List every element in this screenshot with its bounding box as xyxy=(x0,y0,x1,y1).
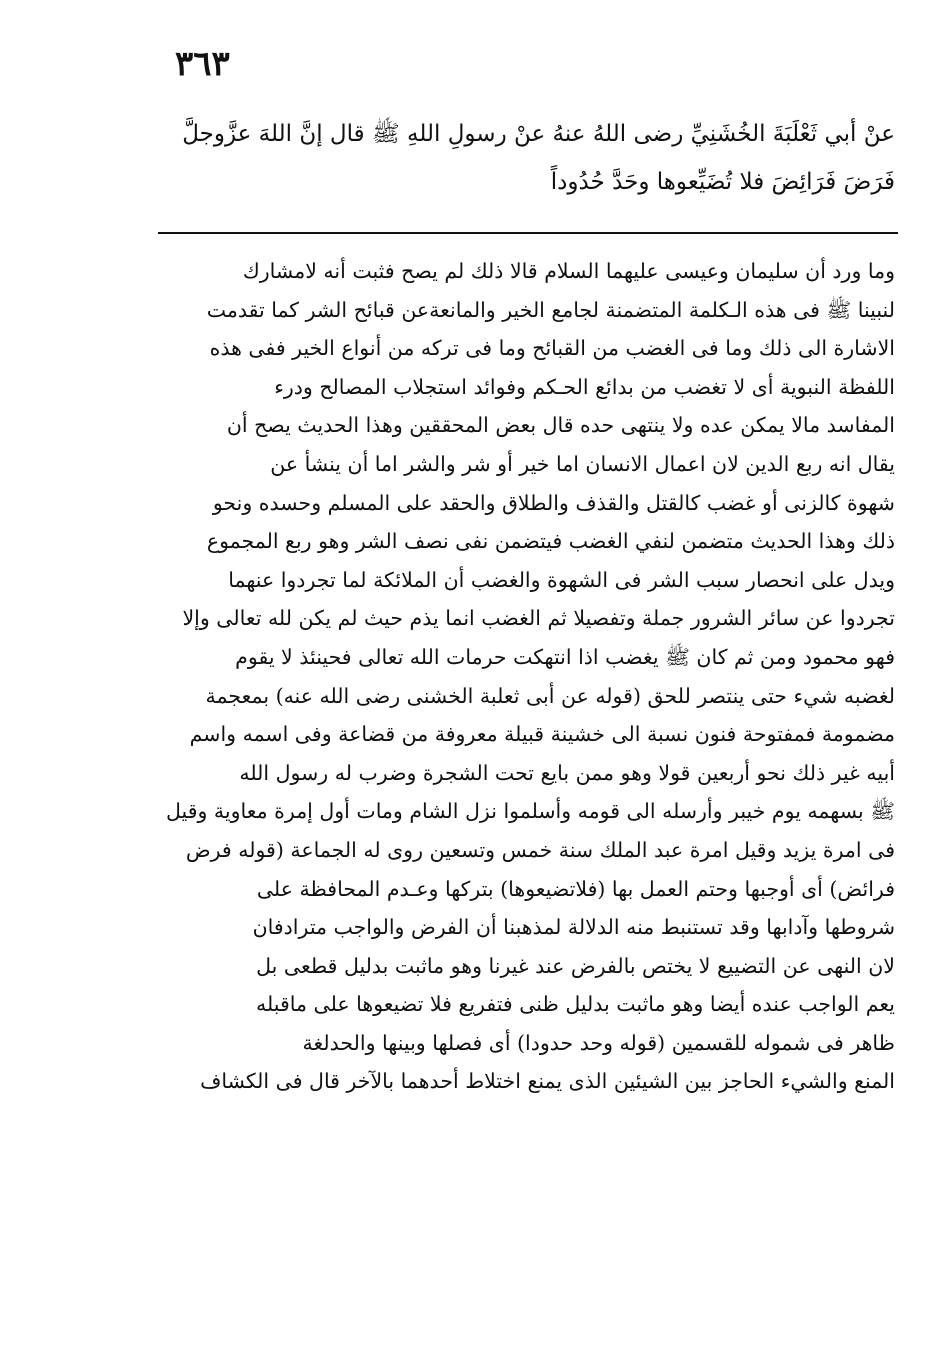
commentary-line: فهو محمود ومن ثم كان ﷺ يغضب اذا انتهكت حرمات الله تعالى فحينئذ لا يقوم xyxy=(235,644,895,669)
commentary-line: فرائض) أى أوجبها وحتم العمل بها (فلاتضيعوها) بتركها وعـدم المحافظة على xyxy=(256,876,895,901)
commentary-line: يقال انه ربع الدين لان اعمال الانسان اما خير أو شر والشر اما أن ينشأ عن xyxy=(270,451,895,476)
hadith-text xyxy=(160,110,895,206)
hadith-line: فَرَضَ فَرَائِضَ فلا تُضَيِّعوها وحَدَّ حُدُوداً xyxy=(550,169,895,195)
commentary-line: يعم الواجب عنده أيضا وهو ماثبت بدليل ظنى فتفريع فلا تضيعوها على ماقبله xyxy=(256,992,895,1017)
page-number: ٣٦٣ xyxy=(175,44,230,84)
commentary-line: ويدل على انحصار سبب الشر فى الشهوة والغضب أن الملائكة لما تجردوا عنهما xyxy=(228,567,895,592)
commentary-line: ذلك وهذا الحديث متضمن لنفي الغضب فيتضمن نفى نصف الشر وهو ربع المجموع xyxy=(206,529,895,554)
commentary-line: لغضبه شيء حتى ينتصر للحق (قوله عن أبى ثعلبة الخشنى رضى الله عنه) بمعجمة xyxy=(205,683,895,708)
commentary-line: ظاهر فى شموله للقسمين (قوله وحد حدودا) أى فصلها وبينها والحدلغة xyxy=(302,1030,895,1055)
commentary-line: المفاسد مالا يمكن عده ولا ينتهى حده قال بعض المحققين وهذا الحديث يصح أن xyxy=(226,413,895,438)
commentary-line: اللفظة النبوية أى لا تغضب من بدائع الحـكم وفوائد استجلاب المصالح ودرء xyxy=(274,374,895,399)
commentary-line: لان النهى عن التضييع لا يختص بالفرض عند غيرنا وهو ماثبت بدليل قطعى بل xyxy=(256,953,895,978)
commentary-line: شروطها وآدابها وقد تستنبط منه الدلالة لمذهبنا أن الفرض والواجب مترادفان xyxy=(252,915,895,940)
commentary-line: لنبينا ﷺ فى هذه الـكلمة المتضمنة لجامع الخير والمانعةعن قبائح الشر كما تقدمت xyxy=(206,297,895,322)
commentary-line: المنع والشيء الحاجز بين الشيئين الذى يمنع اختلاط أحدهما بالآخر قال فى الكشاف xyxy=(200,1069,895,1094)
commentary-line: أبيه غير ذلك نحو أربعين قولا وهو ممن بايع تحت الشجرة وضرب له رسول الله xyxy=(239,760,895,785)
commentary-line: وما ورد أن سليمان وعيسى عليهما السلام قالا ذلك لم يصح فثبت أنه لامشارك xyxy=(242,259,895,283)
commentary-line: مضمومة فمفتوحة فنون نسبة الى خشينة قبيلة معروفة من قضاعة وفى اسمه واسم xyxy=(189,722,895,747)
commentary-text xyxy=(160,252,895,1101)
commentary-line: تجردوا عن سائر الشرور جملة وتفصيلا ثم الغضب انما يذم حيث لم يكن لله تعالى وإلا xyxy=(182,606,895,631)
commentary-line: ﷺ بسهمه يوم خيبر وأرسله الى قومه وأسلموا نزل الشام ومات أول إمرة معاوية وقيل xyxy=(165,799,895,824)
commentary-line: الاشارة الى ذلك وما فى الغضب من القبائح وما فى تركه من أنواع الخير ففى هذه xyxy=(209,336,895,361)
separator-rule xyxy=(158,232,898,234)
hadith-line: عنْ أبي ثَعْلَبَةَ الخُشَنِيِّ رضى اللهُ عنهُ عنْ رسولِ اللهِ ﷺ قال إنَّ اللهَ عزَّوجلَّ xyxy=(182,121,895,147)
commentary-line: فى امرة يزيد وقيل امرة عبد الملك سنة خمس وتسعين روى له الجماعة (قوله فرض xyxy=(185,837,895,862)
commentary-line: شهوة كالزنى أو غضب كالقتل والقذف والطلاق والحقد على المسلم وحسده ونحو xyxy=(212,490,895,515)
